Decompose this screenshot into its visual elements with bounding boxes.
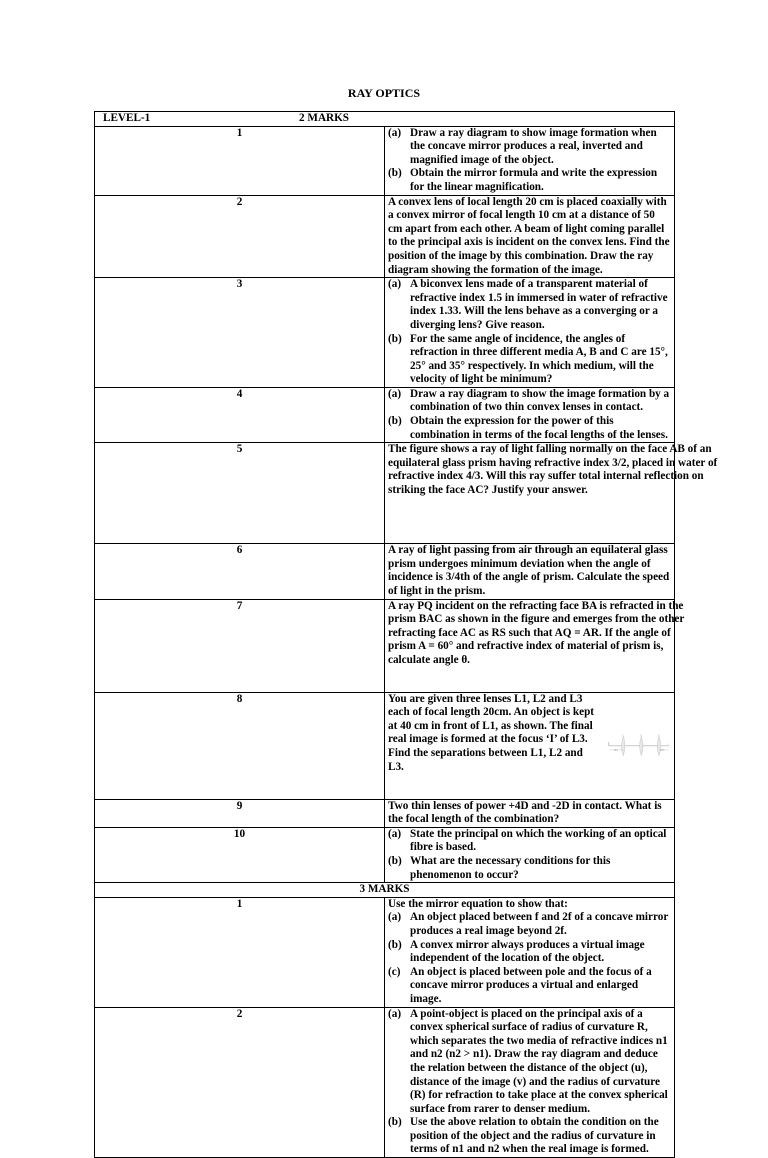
part-text: Use the above relation to obtain the condition on the position of the object and the radius of curvature in terms of n1 and n2 when the real image is formed. [410,1116,659,1156]
level-label: LEVEL-1 [103,112,151,124]
question-number: 2 [95,195,385,278]
question-text: The figure shows a ray of light falling normally on the face AB of an equilateral glass prism having refractive index 3/2, placed in water of refractive index 4/3. Will this ray suffer total internal reflection on striking the face AC? Justify your answer. [388,443,718,497]
question-number: 10 [95,827,385,882]
question-number: 1 [95,897,385,1007]
lens-l1 [622,736,625,756]
question-row [95,799,675,827]
part-text: A biconvex lens made of a transparent material of refractive index 1.5 in immersed in water of refractive index 1.33. Will the lens behave as a converging or a diverging lens? Give reason. [410,278,668,331]
part-text: What are the necessary conditions for this phenomenon to occur? [410,855,611,881]
part-text: State the principal on which the working of an optical fibre is based. [410,827,667,854]
question-row [95,195,675,278]
questions-table [94,111,718,1158]
question-row [95,443,675,544]
question-row [95,387,675,442]
label-20cm: 20cm [660,750,665,752]
label-l2: L₂ [640,735,642,737]
question-number: 2 [95,1007,385,1158]
question-number: 5 [95,443,385,544]
part-label: (b) [388,855,402,867]
question-text: Two thin lenses of power +4D and -2D in contact. What is the focal length of the combination? [388,799,662,826]
question-intro: Use the mirror equation to show that: [388,897,568,910]
part-label: (b) [388,332,402,345]
section-header-2-marks [95,112,675,127]
part-label: (c) [388,965,401,978]
part-label: (b) [388,167,402,180]
part-text: Draw a ray diagram to show image formation when the concave mirror produces a real, inverted and magnified image of the object. [410,126,657,166]
part-label: (a) [388,387,402,400]
part-label: (a) [388,126,402,139]
part-text: For the same angle of incidence, the angles of refraction in three different media A, B and C are 15°, 25° and 35° respectively. In which medium, will the velocity of light be minimum? [410,332,668,386]
question-number: 3 [95,278,385,388]
part-text: Obtain the expression for the power of this combination in terms of the focal lengths of the lenses. [410,415,668,441]
question-row [95,692,675,799]
label-l1: L₁ [622,735,624,737]
question-number: 7 [95,599,385,692]
question-number: 6 [95,544,385,599]
label-l3: L₃ [657,735,660,737]
question-row [95,1007,675,1158]
part-text: Draw a ray diagram to show the image formation by a combination of two thin convex lenses in contact. [410,387,670,414]
part-text: A convex mirror always produces a virtual image independent of the location of the object. [410,938,645,965]
part-label: (a) [388,278,402,291]
part-label: (a) [388,911,402,924]
question-row [95,278,675,388]
lens-l3 [657,736,660,756]
part-text: An object placed between f and 2f of a concave mirror produces a real image beyond 2f. [410,911,669,937]
part-label: (b) [388,938,402,951]
marks-label: 3 MARKS [95,883,675,898]
part-text: Obtain the mirror formula and write the expression for the linear magnification. [410,167,658,193]
part-text: A point-object is placed on the principal axis of a convex spherical surface of radius of curvature R, which separates the two media of refractive indices n1 and n2 (n2 > n1). Draw the ray diagram and deduce the relation between the distance of the object (u), distance of the image (v) and the radius of curvature (R) for refraction to take place at the convex spherical surface from rarer to denser medium. [410,1007,668,1115]
part-label: (b) [388,1116,402,1129]
marks-label: 2 MARKS [299,112,350,124]
question-text: A ray PQ incident on the refracting face BA is refracted in the prism BAC as shown in the figure and emerges from the other refracting face AC as RS such that AQ = AR. If the angle of prism A = 60° and refractive index of material of prism is, calculate angle θ. [388,599,685,666]
label-i: I [667,744,669,746]
question-number: 4 [95,387,385,442]
question-row [95,827,675,882]
question-text: A convex lens of local length 20 cm is placed coaxially with a convex mirror of focal length 10 cm at a distance of 50 cm apart from each other. A beam of light coming parallel to the principal axis is incident on the convex lens. Find the position of the image by this combination. Draw the ray diagram showing the formation of the image. [388,195,670,276]
question-text: You are given three lenses L1, L2 and L3 each of focal length 20cm. An object is kept at 40 cm in front of L1, as shown. The final real image is formed at the focus ‘I’ of L3. Find the separations between L1, L2 and L3. [388,692,595,773]
page-title: RAY OPTICS [347,86,421,100]
question-number: 1 [95,126,385,195]
part-text: An object is placed between pole and the focus of a concave mirror produces a virtual and enlarged image. [410,965,652,1005]
three-lens-figure [600,693,671,797]
question-row [95,544,675,599]
label-40cm: 40cm [613,750,618,752]
question-text: A ray of light passing from air through an equilateral glass prism undergoes minimum deviation when the angle of incidence is 3/4th of the angle of prism. Calculate the speed of light in the prism. [388,544,670,598]
part-label: (a) [388,1007,402,1020]
section-header-3-marks [95,883,675,898]
question-row [95,897,675,1007]
question-row [95,599,675,692]
part-label: (a) [388,827,402,840]
question-row [95,126,675,195]
question-number: 9 [95,799,385,827]
question-number: 8 [95,692,385,799]
part-label: (b) [388,415,402,428]
lens-l2 [640,736,643,756]
